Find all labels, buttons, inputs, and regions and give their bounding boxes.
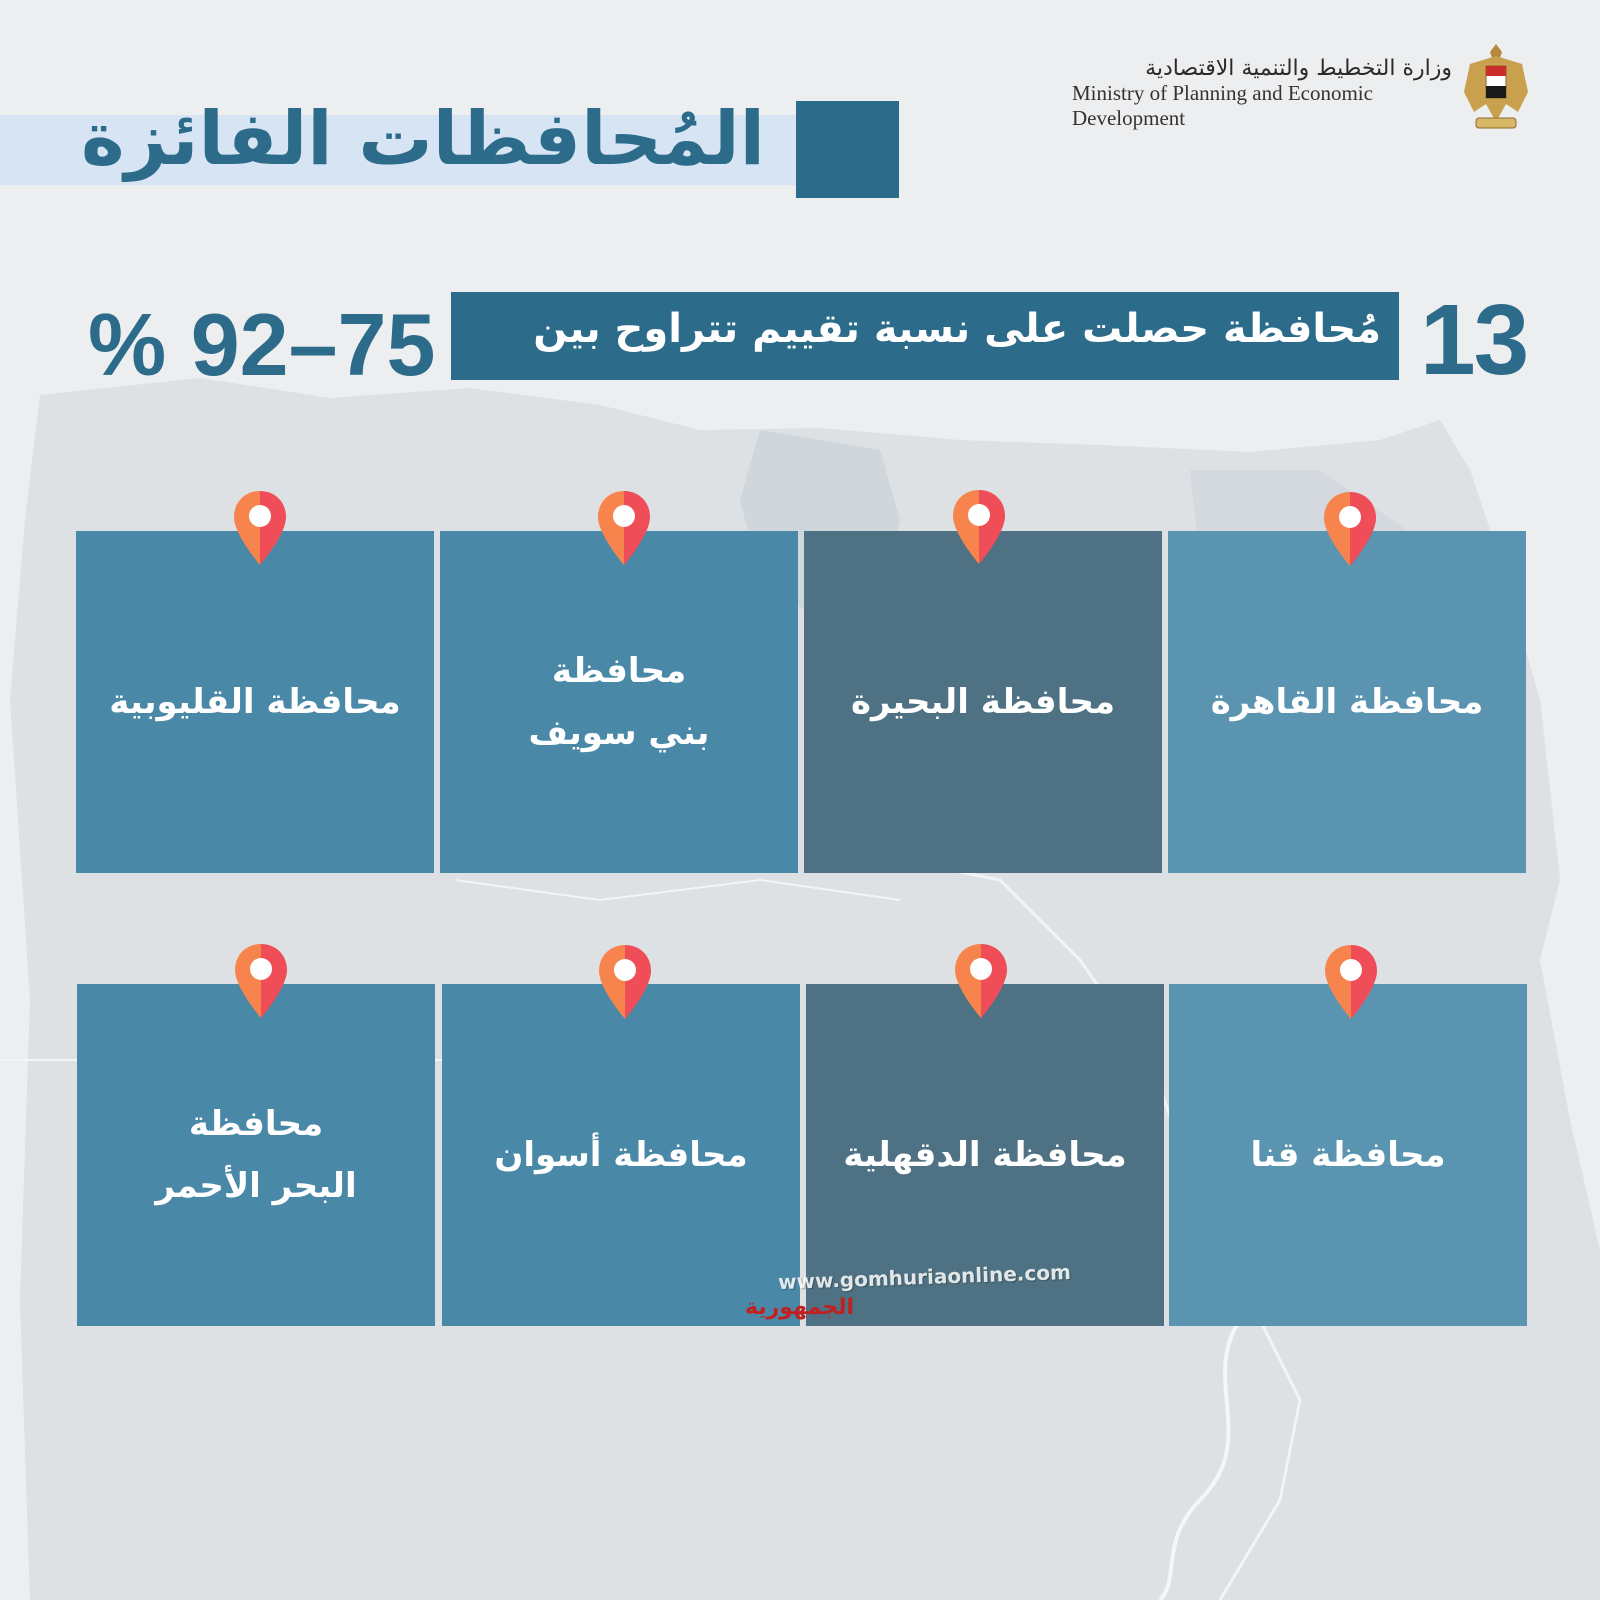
card-qalyubia: [76, 531, 434, 873]
card-label: محافظة الدقهلية: [843, 1135, 1127, 1175]
card-red-sea: [77, 984, 435, 1326]
page-title: المُحافظات الفائزة: [80, 96, 765, 182]
watermark-logo-text: الجمهورية: [745, 1295, 854, 1320]
card-label-line2: البحر الأحمر: [155, 1166, 357, 1206]
location-pin-icon: [596, 489, 652, 567]
card-label: محافظة القليوبية: [109, 682, 401, 722]
location-pin-icon: [951, 488, 1007, 566]
card-label: محافظة: [188, 1104, 324, 1144]
card-label: محافظة أسوان: [494, 1135, 748, 1175]
eagle-emblem-icon: [1462, 42, 1530, 132]
card-beheira: [804, 531, 1162, 873]
location-pin-icon: [953, 942, 1009, 1020]
location-pin-icon: [1323, 943, 1379, 1021]
watermark-url: www.gomhuriaonline.com: [777, 1259, 1072, 1295]
summary-text: مُحافظة حصلت على نسبة تقييم تتراوح بين: [533, 306, 1381, 352]
location-pin-icon: [232, 489, 288, 567]
card-label-line2: بني سويف: [528, 713, 710, 753]
card-cairo: [1168, 531, 1526, 873]
location-pin-icon: [1322, 490, 1378, 568]
summary-banner: [451, 292, 1399, 380]
ministry-name: [1072, 56, 1452, 131]
card-label: محافظة قنا: [1250, 1135, 1446, 1175]
governorate-count: 13: [1420, 284, 1528, 396]
location-pin-icon: [233, 942, 289, 1020]
card-beni-suef: [440, 531, 798, 873]
ministry-name-en-line1: Ministry of Planning and Economic: [1072, 81, 1373, 105]
card-label: محافظة: [551, 651, 687, 691]
score-range: % 92–75: [88, 295, 436, 394]
card-aswan: [442, 984, 800, 1326]
ministry-name-en-line2: Development: [1072, 106, 1186, 130]
card-qena: [1169, 984, 1527, 1326]
title-square: [796, 101, 899, 198]
watermark-logo: [745, 1295, 854, 1331]
ministry-name-ar: وزارة التخطيط والتنمية الاقتصادية: [1145, 56, 1452, 81]
location-pin-icon: [597, 943, 653, 1021]
card-label: محافظة القاهرة: [1210, 682, 1484, 722]
card-label: محافظة البحيرة: [850, 682, 1116, 722]
